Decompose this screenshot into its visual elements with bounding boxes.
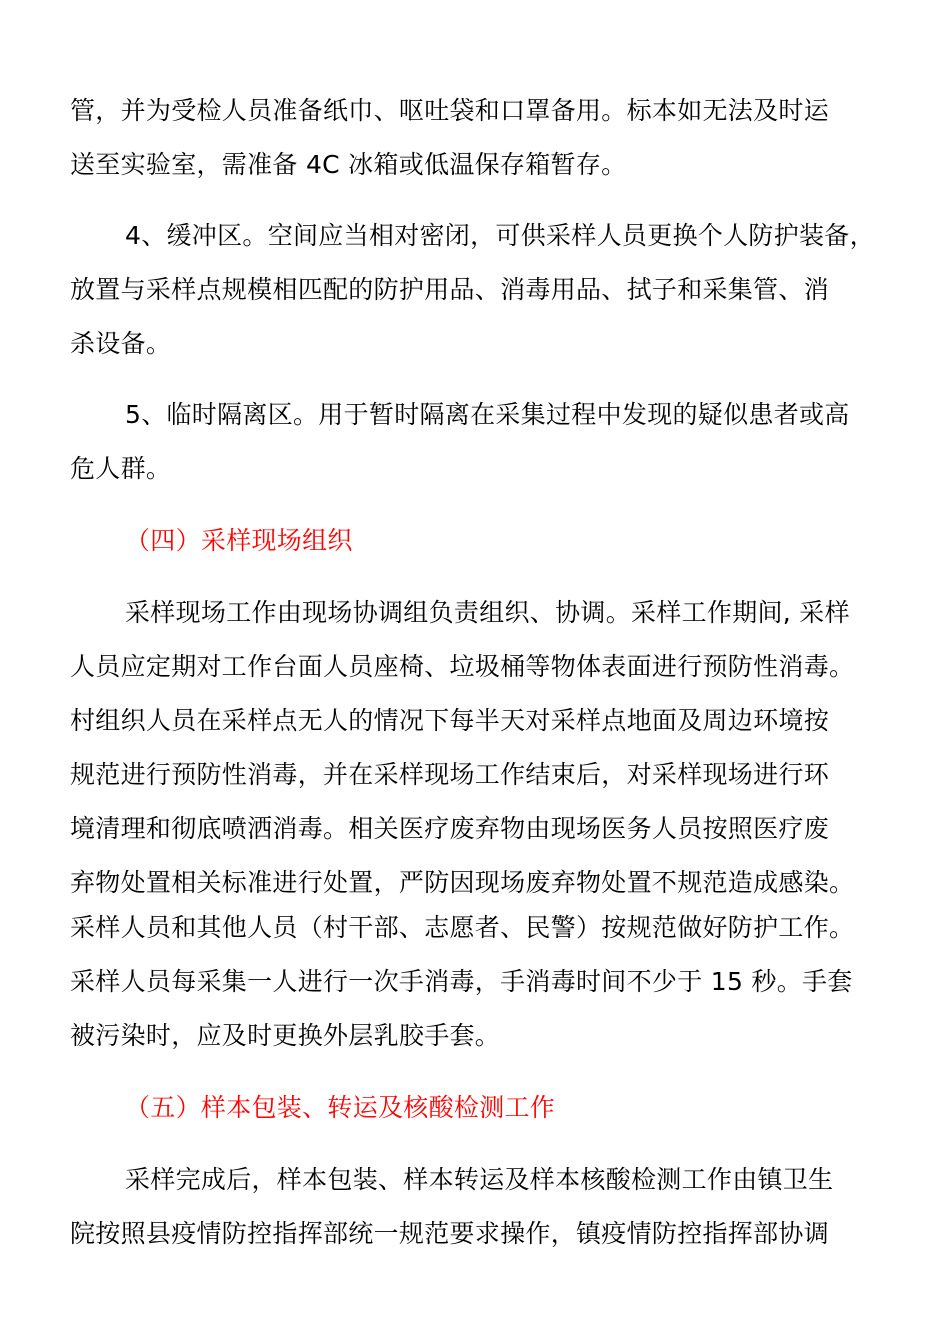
- paragraph-line: 规范进行预防性消毒，并在采样现场工作结束后，对采样现场进行环: [70, 760, 830, 789]
- paragraph-line: 放置与采样点规模相匹配的防护用品、消毒用品、拭子和采集管、消: [70, 275, 830, 304]
- section-heading: （五）样本包装、转运及核酸检测工作: [125, 1093, 556, 1122]
- paragraph-line: 5、临时隔离区。用于暂时隔离在采集过程中发现的疑似患者或高: [125, 400, 850, 429]
- paragraph-line: 危人群。: [70, 454, 172, 483]
- paragraph-line: 采样人员每采集一人进行一次手消毒，手消毒时间不少于 15 秒。手套: [70, 967, 853, 996]
- paragraph-line: 采样完成后，样本包装、样本转运及样本核酸检测工作由镇卫生: [125, 1165, 834, 1194]
- paragraph-line: 境清理和彻底喷洒消毒。相关医疗废弃物由现场医务人员按照医疗废: [70, 814, 830, 843]
- paragraph-line: 院按照县疫情防控指挥部统一规范要求操作，镇疫情防控指挥部协调: [70, 1219, 830, 1248]
- paragraph-line: 采样人员和其他人员（村干部、志愿者、民警）按规范做好防护工作。: [70, 913, 855, 942]
- paragraph-line: 管，并为受检人员准备纸巾、呕吐袋和口罩备用。标本如无法及时运: [70, 96, 830, 125]
- paragraph-line: 送至实验室，需准备 4C 冰箱或低温保存箱暂存。: [70, 150, 627, 179]
- paragraph-line: 采样现场工作由现场协调组负责组织、协调。采样工作期间, 采样: [125, 598, 850, 627]
- section-heading: （四）采样现场组织: [125, 526, 353, 555]
- paragraph-line: 人员应定期对工作台面人员座椅、垃圾桶等物体表面进行预防性消毒。: [70, 652, 855, 681]
- paragraph-line: 杀设备。: [70, 329, 172, 358]
- paragraph-line: 弃物处置相关标准进行处置，严防因现场废弃物处置不规范造成感染。: [70, 868, 855, 897]
- paragraph-line: 4、缓冲区。空间应当相对密闭，可供采样人员更换个人防护装备，: [125, 221, 875, 250]
- paragraph-line: 村组织人员在采样点无人的情况下每半天对采样点地面及周边环境按: [70, 706, 830, 735]
- paragraph-line: 被污染时，应及时更换外层乳胶手套。: [70, 1021, 501, 1050]
